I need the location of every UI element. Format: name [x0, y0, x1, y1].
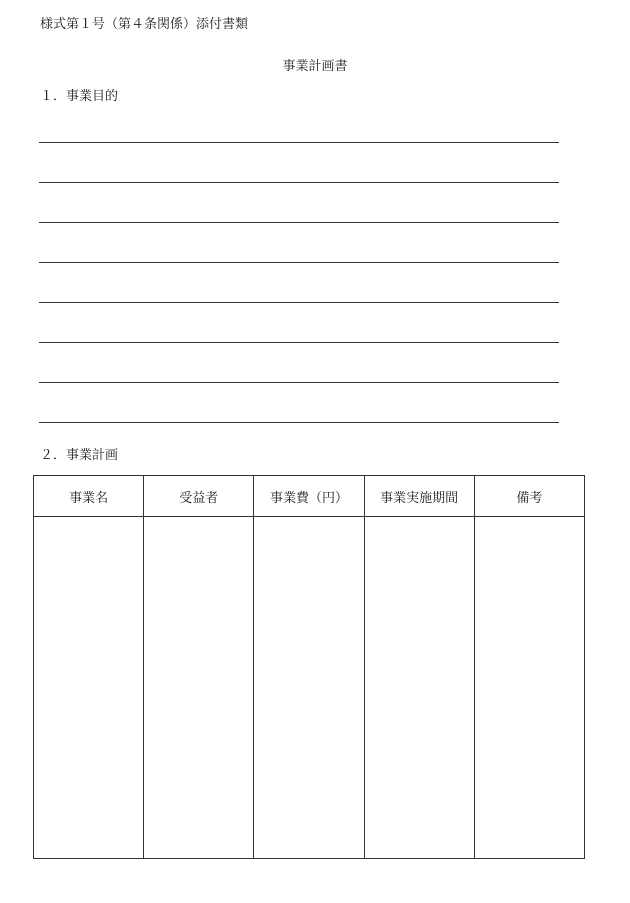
- plan-table: [33, 475, 585, 859]
- remarks-cell[interactable]: [474, 517, 584, 859]
- table-row: [34, 517, 585, 859]
- section-purpose-heading: １．事業目的: [40, 89, 119, 104]
- column-header-project-cost: 事業費（円）: [254, 476, 364, 517]
- project-cost-cell[interactable]: [254, 517, 364, 859]
- purpose-line[interactable]: [39, 302, 559, 303]
- project-period-cell[interactable]: [364, 517, 474, 859]
- purpose-line[interactable]: [39, 142, 559, 143]
- purpose-line[interactable]: [39, 422, 559, 423]
- purpose-line[interactable]: [39, 262, 559, 263]
- document-title: 事業計画書: [282, 59, 348, 74]
- purpose-line[interactable]: [39, 222, 559, 223]
- column-header-project-period: 事業実施期間: [364, 476, 474, 517]
- column-header-remarks: 備考: [474, 476, 584, 517]
- form-number: 様式第１号（第４条関係）添付書類: [40, 17, 249, 32]
- table-header-row: [34, 476, 585, 517]
- section-plan-heading: ２．事業計画: [40, 448, 119, 463]
- project-name-cell[interactable]: [34, 517, 144, 859]
- beneficiary-cell[interactable]: [144, 517, 254, 859]
- column-header-beneficiary: 受益者: [144, 476, 254, 517]
- purpose-line[interactable]: [39, 382, 559, 383]
- column-header-project-name: 事業名: [34, 476, 144, 517]
- purpose-line[interactable]: [39, 182, 559, 183]
- purpose-line[interactable]: [39, 342, 559, 343]
